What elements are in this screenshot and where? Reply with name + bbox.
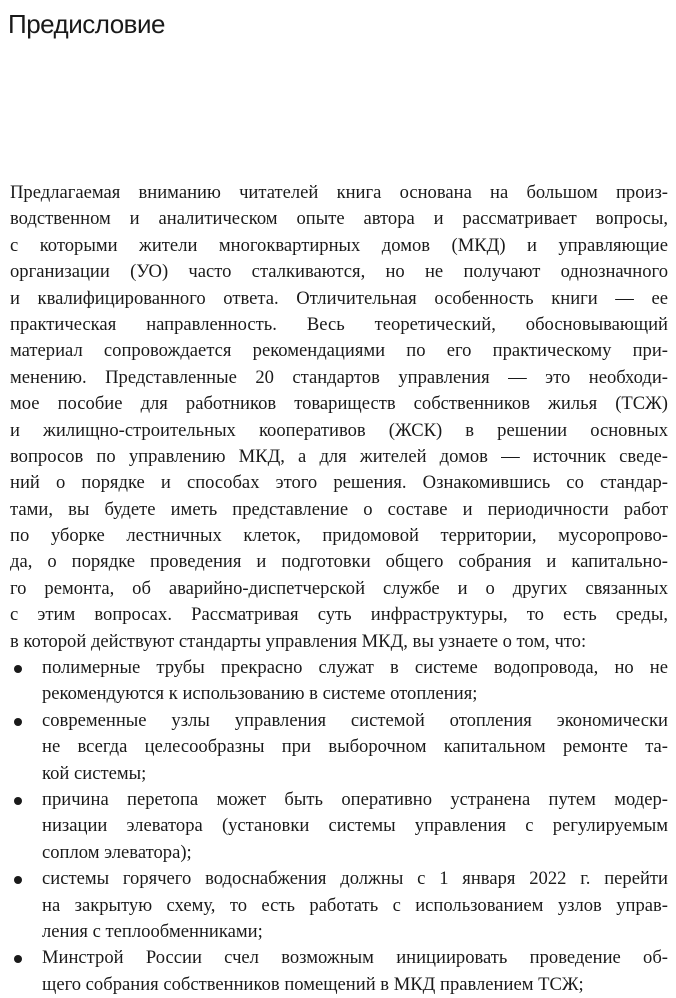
bullet-text: щего собрания собственников помещений в МКД правлением ТСЖ; <box>42 973 584 995</box>
bullet-line <box>10 787 668 813</box>
paragraph-line: го ремонта, об аварийно-диспетчерской службе и о других связанных <box>10 577 668 599</box>
bullet-line <box>10 655 668 681</box>
bullet-line <box>10 866 668 892</box>
bullet-text: соплом элеватора); <box>42 841 192 863</box>
paragraph-line: водственном и аналитическом опыте автора и рассматривает вопросы, <box>10 208 668 230</box>
paragraph-line: с которыми жители многоквартирных домов (МКД) и управляющие <box>10 234 668 256</box>
list-item <box>10 866 668 945</box>
paragraph-line: ний о порядке и способах этого решения. Ознакомившись со стандар- <box>10 472 668 494</box>
bullet-text: Минстрой России счел возможным инициировать проведение об- <box>42 947 668 969</box>
bullet-icon <box>14 665 22 673</box>
bullet-line <box>10 813 668 839</box>
paragraph-line: практическая направленность. Весь теоретический, обосновывающий <box>10 313 668 335</box>
bullet-line <box>10 972 668 998</box>
list-item <box>10 787 668 866</box>
bullet-text: полимерные трубы прекрасно служат в системе водопровода, но не <box>42 657 668 679</box>
bullet-line <box>10 945 668 971</box>
bullet-text: рекомендуются к использованию в системе отопления; <box>42 683 478 705</box>
paragraph-line: с этим вопросах. Рассматривая суть инфраструктуры, то есть среды, <box>10 604 668 626</box>
paragraph-line: мое пособие для работников товариществ собственников жилья (ТСЖ) <box>10 393 668 415</box>
bullet-line <box>10 761 668 787</box>
bullet-icon <box>14 955 22 963</box>
paragraph-line: материал сопровождается рекомендациями по его практическому при- <box>10 340 668 362</box>
paragraph-line: менению. Представленные 20 стандартов управления — это необходи- <box>10 366 668 388</box>
paragraph-line: в которой действуют стандарты управления МКД, вы узнаете о том, что: <box>10 630 587 652</box>
bullet-line <box>10 708 668 734</box>
list-item <box>10 945 668 998</box>
bullet-text: на закрытую схему, то есть работать с использованием узлов управ- <box>42 894 668 916</box>
bullet-list <box>10 655 668 998</box>
paragraph-line: и жилищно-строительных кооперативов (ЖСК) в решении основных <box>10 419 668 441</box>
bullet-icon <box>14 797 22 805</box>
bullet-line <box>10 681 668 707</box>
paragraph-line: организации (УО) часто сталкиваются, но не получают однозначного <box>10 261 668 283</box>
paragraph-line: и квалифицированного ответа. Отличительная особенность книги — ее <box>10 287 668 309</box>
paragraph-line: вопросов по управлению МКД, а для жителей домов — источник сведе- <box>10 445 668 467</box>
bullet-text: системы горячего водоснабжения должны с 1 января 2022 г. перейти <box>42 868 668 890</box>
bullet-text: не всегда целесообразны при выборочном капитальном ремонте та- <box>42 736 668 758</box>
bullet-text: ления с теплообменниками; <box>42 920 263 942</box>
bullet-text: низации элеватора (установки системы управления с регулируемым <box>42 815 668 837</box>
list-item <box>10 655 668 708</box>
page-title: Предисловие <box>8 9 165 39</box>
bullet-icon <box>14 718 22 726</box>
bullet-line <box>10 893 668 919</box>
bullet-text: причина перетопа может быть оперативно устранена путем модер- <box>42 788 668 810</box>
body-text <box>10 180 668 998</box>
intro-paragraph <box>10 180 668 655</box>
bullet-line <box>10 734 668 760</box>
paragraph-line: Предлагаемая вниманию читателей книга основана на большом произ- <box>10 182 668 203</box>
bullet-text: кой системы; <box>42 762 147 784</box>
bullet-line <box>10 919 668 945</box>
paragraph-line: да, о порядке проведения и подготовки общего собрания и капитально- <box>10 551 668 573</box>
list-item <box>10 708 668 787</box>
bullet-icon <box>14 876 22 884</box>
paragraph-line: тами, вы будете иметь представление о составе и периодичности работ <box>10 498 668 520</box>
bullet-text: современные узлы управления системой отопления экономически <box>42 709 668 731</box>
paragraph-line: по уборке лестничных клеток, придомовой территории, мусоропрово- <box>10 525 668 547</box>
bullet-line <box>10 840 668 866</box>
